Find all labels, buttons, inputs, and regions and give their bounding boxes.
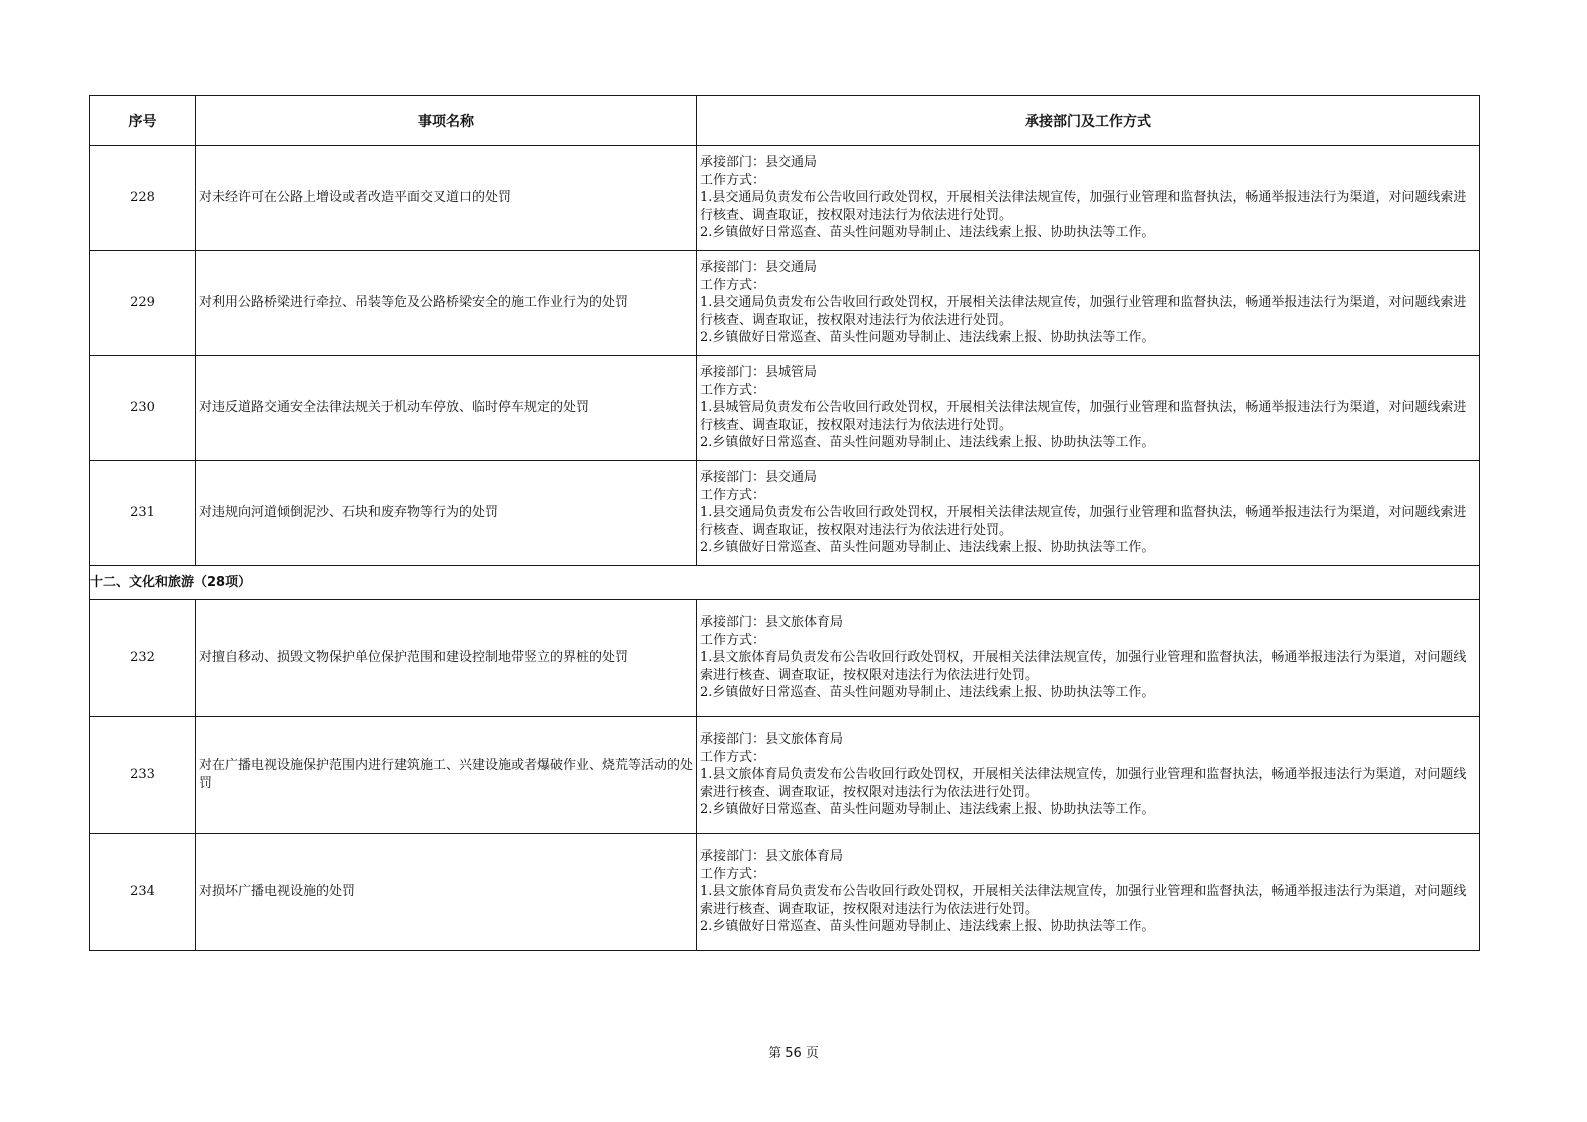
item-name: 对违反道路交通安全法律法规关于机动车停放、临时停车规定的处罚 bbox=[196, 356, 697, 461]
mode-item-1: 1.县交通局负责发布公告收回行政处罚权，开展相关法律法规宣传，加强行业管理和监督执法，畅通举报违法行为渠道，对问题线索进行核查、调查取证，按权限对违法行为依法进行处罚。 bbox=[700, 505, 1467, 538]
row-number: 233 bbox=[90, 717, 196, 834]
header-no: 序号 bbox=[90, 96, 196, 146]
header-name: 事项名称 bbox=[196, 96, 697, 146]
dept-cell bbox=[697, 146, 1480, 251]
mode-item-2: 2.乡镇做好日常巡查、苗头性问题劝导制止、违法线索上报、协助执法等工作。 bbox=[700, 225, 1155, 241]
dept-line: 承接部门：县城管局 bbox=[700, 365, 818, 381]
mode-line: 工作方式： bbox=[700, 382, 766, 398]
items-table bbox=[89, 95, 1480, 951]
header-row bbox=[90, 96, 1480, 146]
dept-cell bbox=[697, 834, 1480, 951]
dept-cell bbox=[697, 251, 1480, 356]
dept-cell bbox=[697, 717, 1480, 834]
table-row bbox=[90, 717, 1480, 834]
page-number: 第 56 页 bbox=[768, 1046, 819, 1061]
dept-cell bbox=[697, 356, 1480, 461]
item-name: 对在广播电视设施保护范围内进行建筑施工、兴建设施或者爆破作业、烧荒等活动的处罚 bbox=[196, 717, 697, 834]
dept-line: 承接部门：县文旅体育局 bbox=[700, 732, 844, 748]
row-number: 229 bbox=[90, 251, 196, 356]
dept-line: 承接部门：县交通局 bbox=[700, 470, 818, 486]
table-row bbox=[90, 356, 1480, 461]
row-number: 231 bbox=[90, 461, 196, 566]
mode-item-1: 1.县文旅体育局负责发布公告收回行政处罚权，开展相关法律法规宣传，加强行业管理和监督执法，畅通举报违法行为渠道，对问题线索进行核查、调查取证，按权限对违法行为依法进行处罚。 bbox=[700, 884, 1467, 917]
mode-line: 工作方式： bbox=[700, 866, 766, 882]
item-name: 对未经许可在公路上增设或者改造平面交叉道口的处罚 bbox=[196, 146, 697, 251]
table-row bbox=[90, 251, 1480, 356]
mode-line: 工作方式： bbox=[700, 749, 766, 765]
section-title: 十二、文化和旅游（28项） bbox=[90, 566, 1480, 600]
mode-item-2: 2.乡镇做好日常巡查、苗头性问题劝导制止、违法线索上报、协助执法等工作。 bbox=[700, 802, 1155, 818]
item-name: 对违规向河道倾倒泥沙、石块和废弃物等行为的处罚 bbox=[196, 461, 697, 566]
mode-line: 工作方式： bbox=[700, 487, 766, 503]
header-dept: 承接部门及工作方式 bbox=[697, 96, 1480, 146]
row-number: 228 bbox=[90, 146, 196, 251]
mode-item-2: 2.乡镇做好日常巡查、苗头性问题劝导制止、违法线索上报、协助执法等工作。 bbox=[700, 330, 1155, 346]
mode-line: 工作方式： bbox=[700, 277, 766, 293]
table-row bbox=[90, 461, 1480, 566]
mode-item-1: 1.县文旅体育局负责发布公告收回行政处罚权，开展相关法律法规宣传，加强行业管理和监督执法，畅通举报违法行为渠道，对问题线索进行核查、调查取证，按权限对违法行为依法进行处罚。 bbox=[700, 650, 1467, 683]
mode-line: 工作方式： bbox=[700, 172, 766, 188]
item-name: 对擅自移动、损毁文物保护单位保护范围和建设控制地带竖立的界桩的处罚 bbox=[196, 600, 697, 717]
row-number: 234 bbox=[90, 834, 196, 951]
table-row bbox=[90, 600, 1480, 717]
row-number: 230 bbox=[90, 356, 196, 461]
mode-item-2: 2.乡镇做好日常巡查、苗头性问题劝导制止、违法线索上报、协助执法等工作。 bbox=[700, 919, 1155, 935]
dept-line: 承接部门：县文旅体育局 bbox=[700, 849, 844, 865]
item-name: 对利用公路桥梁进行牵拉、吊装等危及公路桥梁安全的施工作业行为的处罚 bbox=[196, 251, 697, 356]
table-row bbox=[90, 834, 1480, 951]
mode-item-2: 2.乡镇做好日常巡查、苗头性问题劝导制止、违法线索上报、协助执法等工作。 bbox=[700, 540, 1155, 556]
mode-item-1: 1.县交通局负责发布公告收回行政处罚权，开展相关法律法规宣传，加强行业管理和监督执法，畅通举报违法行为渠道，对问题线索进行核查、调查取证，按权限对违法行为依法进行处罚。 bbox=[700, 190, 1467, 223]
dept-line: 承接部门：县文旅体育局 bbox=[700, 615, 844, 631]
dept-cell bbox=[697, 600, 1480, 717]
section-row bbox=[90, 566, 1480, 600]
mode-item-1: 1.县城管局负责发布公告收回行政处罚权，开展相关法律法规宣传，加强行业管理和监督执法，畅通举报违法行为渠道，对问题线索进行核查、调查取证，按权限对违法行为依法进行处罚。 bbox=[700, 400, 1467, 433]
mode-item-2: 2.乡镇做好日常巡查、苗头性问题劝导制止、违法线索上报、协助执法等工作。 bbox=[700, 435, 1155, 451]
mode-line: 工作方式： bbox=[700, 632, 766, 648]
dept-line: 承接部门：县交通局 bbox=[700, 260, 818, 276]
dept-cell bbox=[697, 461, 1480, 566]
item-name: 对损坏广播电视设施的处罚 bbox=[196, 834, 697, 951]
dept-line: 承接部门：县交通局 bbox=[700, 155, 818, 171]
row-number: 232 bbox=[90, 600, 196, 717]
mode-item-1: 1.县交通局负责发布公告收回行政处罚权，开展相关法律法规宣传，加强行业管理和监督执法，畅通举报违法行为渠道，对问题线索进行核查、调查取证，按权限对违法行为依法进行处罚。 bbox=[700, 295, 1467, 328]
mode-item-2: 2.乡镇做好日常巡查、苗头性问题劝导制止、违法线索上报、协助执法等工作。 bbox=[700, 685, 1155, 701]
table-row bbox=[90, 146, 1480, 251]
mode-item-1: 1.县文旅体育局负责发布公告收回行政处罚权，开展相关法律法规宣传，加强行业管理和监督执法，畅通举报违法行为渠道，对问题线索进行核查、调查取证，按权限对违法行为依法进行处罚。 bbox=[700, 767, 1467, 800]
